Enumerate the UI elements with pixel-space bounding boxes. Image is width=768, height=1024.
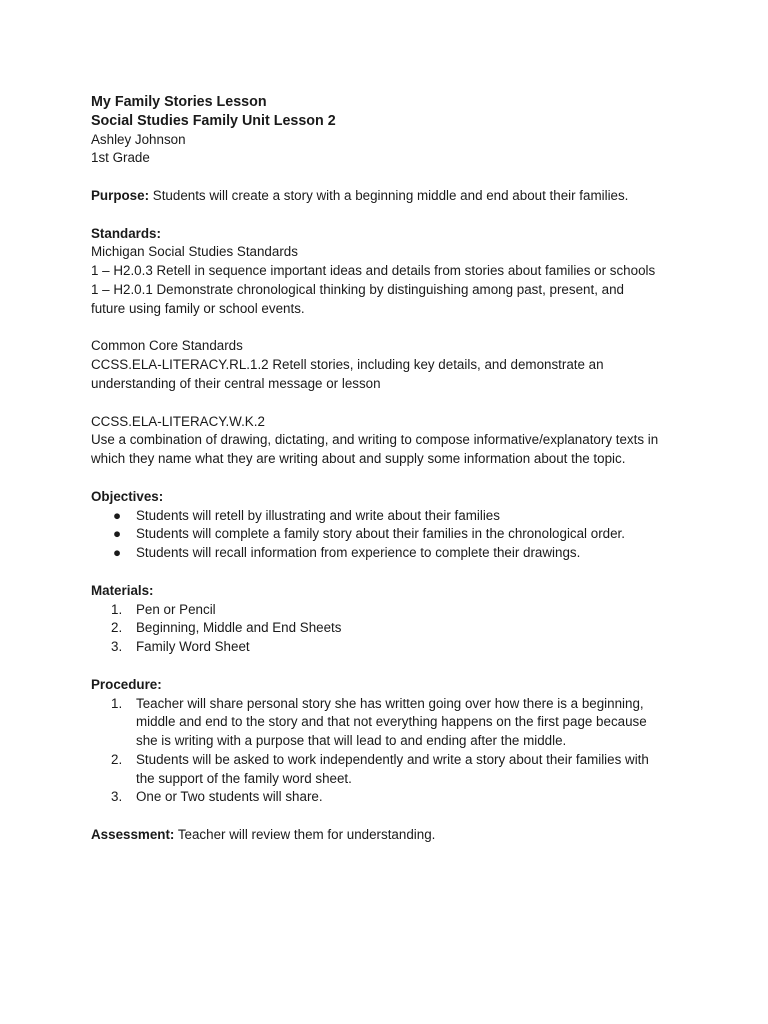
list-item [91, 544, 691, 563]
list-item [91, 525, 691, 544]
bullet-icon: ● [113, 526, 122, 542]
assessment-label: Assessment: [91, 827, 175, 843]
list-number: 1. [111, 601, 123, 617]
objective-text: Students will retell by illustrating and write about their families [136, 507, 500, 523]
list-number: 2. [111, 620, 123, 636]
assessment-text: Teacher will review them for understanding. [174, 827, 436, 843]
list-item [91, 638, 691, 657]
list-item [91, 507, 691, 526]
objective-text: Students will complete a family story about their families in the chronological order. [136, 526, 625, 542]
purpose-text: Students will create a story with a beginning middle and end about their families. [149, 187, 629, 203]
procedure-list [91, 695, 691, 808]
common-core-standard-2-line-2: which they name what they are writing about and supply some information about the topic. [91, 451, 626, 467]
materials-list [91, 601, 691, 657]
unit-title: Social Studies Family Unit Lesson 2 [91, 112, 336, 129]
lesson-plan-page [91, 93, 691, 845]
procedure-step-1-line-1: Teacher will share personal story she has written going over how there is a beginning, [136, 695, 644, 711]
list-item [91, 695, 691, 751]
michigan-standard-2-line-2: future using family or school events. [91, 300, 305, 316]
author-name: Ashley Johnson [91, 131, 186, 147]
procedure-step-2-line-2: the support of the family word sheet. [136, 770, 352, 786]
michigan-standards-title: Michigan Social Studies Standards [91, 244, 298, 260]
list-number: 3. [111, 639, 123, 655]
common-core-standard-2-line-1: Use a combination of drawing, dictating, and writing to compose informative/explanatory texts in [91, 432, 659, 448]
material-text: Pen or Pencil [136, 601, 216, 617]
objectives-label: Objectives: [91, 488, 164, 504]
common-core-title: Common Core Standards [91, 338, 243, 354]
objective-text: Students will recall information from experience to complete their drawings. [136, 545, 581, 561]
procedure-label: Procedure: [91, 676, 162, 692]
list-item [91, 788, 691, 807]
lesson-title: My Family Stories Lesson [91, 94, 267, 110]
michigan-standard-1: 1 – H2.0.3 Retell in sequence important ideas and details from stories about families or schools [91, 263, 656, 279]
assessment-section [91, 826, 691, 845]
material-text: Beginning, Middle and End Sheets [136, 620, 342, 636]
michigan-standard-2-line-1: 1 – H2.0.1 Demonstrate chronological thinking by distinguishing among past, present, and [91, 281, 624, 297]
list-item [91, 751, 691, 789]
list-number: 3. [111, 789, 123, 805]
procedure-step-1-line-3: she is writing with a purpose that will lead to and ending after the middle. [136, 733, 567, 749]
list-number: 2. [111, 751, 123, 767]
list-item [91, 601, 691, 620]
common-core-standard-2-code: CCSS.ELA-LITERACY.W.K.2 [91, 413, 265, 429]
objectives-list [91, 507, 691, 563]
common-core-standard-1-line-1: CCSS.ELA-LITERACY.RL.1.2 Retell stories, including key details, and demonstrate an [91, 357, 604, 373]
common-core-standard-1-line-2: understanding of their central message or lesson [91, 375, 381, 391]
materials-label: Materials: [91, 582, 154, 598]
list-number: 1. [111, 695, 123, 711]
list-item [91, 619, 691, 638]
procedure-step-3: One or Two students will share. [136, 789, 323, 805]
bullet-icon: ● [113, 545, 122, 561]
procedure-step-2-line-1: Students will be asked to work independently and write a story about their families with [136, 751, 649, 767]
purpose-label: Purpose: [91, 187, 150, 203]
bullet-icon: ● [113, 507, 122, 523]
standards-label: Standards: [91, 225, 161, 241]
grade-level: 1st Grade [91, 150, 150, 166]
material-text: Family Word Sheet [136, 639, 250, 655]
procedure-step-1-line-2: middle and end to the story and that not everything happens on the first page because [136, 714, 647, 730]
purpose-section [91, 187, 691, 206]
